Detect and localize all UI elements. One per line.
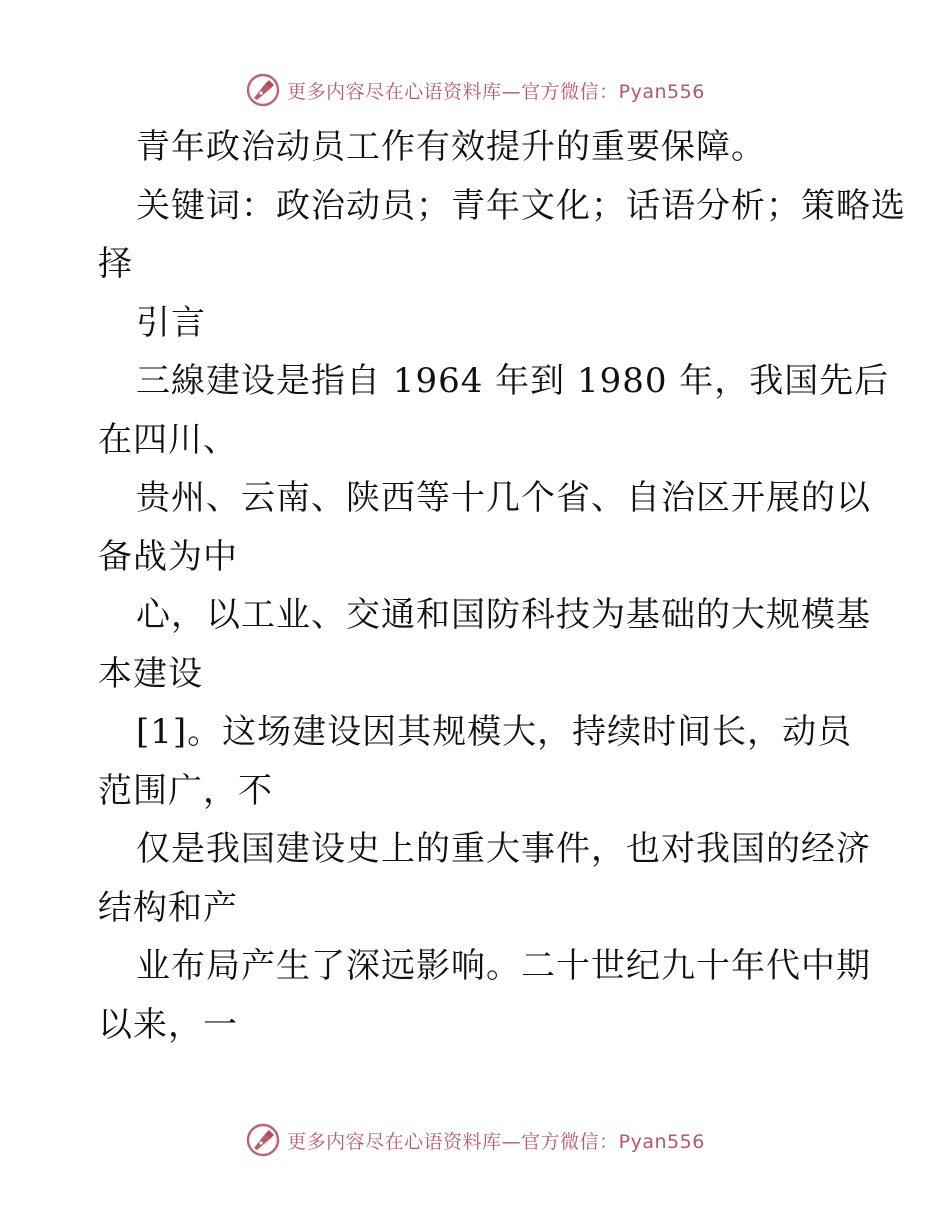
- pen-nib-logo-icon: [245, 72, 281, 108]
- text-line: 业布局产生了深远影响。二十世纪九十年代中期: [136, 946, 871, 986]
- text-line: 以来，一: [98, 1004, 238, 1045]
- footer-watermark: [0, 1120, 950, 1160]
- text-line: 三線建设是指自 1964 年到 1980 年，我国先后: [136, 361, 890, 401]
- text-line: 备战为中: [98, 536, 238, 577]
- text-line: 结构和产: [98, 887, 238, 928]
- text-line: 心，以工业、交通和国防科技为基础的大规模基: [136, 595, 871, 635]
- text-line: 仅是我国建设史上的重大事件，也对我国的经济: [136, 829, 871, 869]
- header-watermark: [0, 70, 950, 110]
- text-line: 引言: [136, 302, 206, 343]
- text-line: 关键词：政治动员；青年文化；话语分析；策略选: [136, 185, 906, 226]
- text-line: 在四川、: [98, 419, 238, 460]
- text-line: 青年政治动员工作有效提升的重要保障。: [136, 127, 766, 167]
- text-line: [1]。这场建设因其规模大，持续时间长，动员: [136, 712, 853, 752]
- watermark-text: 更多内容尽在心语资料库—官方微信：Pyan556: [287, 80, 705, 103]
- text-line: 贵州、云南、陕西等十几个省、自治区开展的以: [136, 478, 871, 518]
- document-body: [98, 118, 906, 1054]
- text-line: 本建设: [98, 653, 203, 694]
- text-line: 择: [98, 244, 133, 284]
- watermark-text: 更多内容尽在心语资料库—官方微信：Pyan556: [287, 1130, 705, 1153]
- text-line: 范围广，不: [98, 770, 273, 811]
- pen-nib-logo-icon: [245, 1122, 281, 1158]
